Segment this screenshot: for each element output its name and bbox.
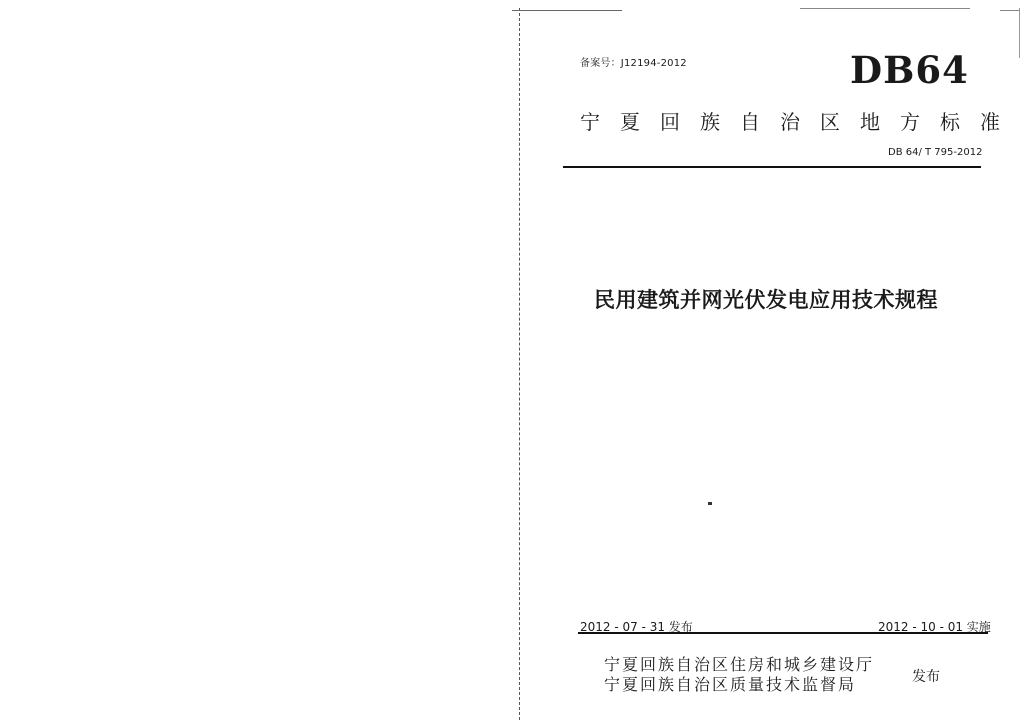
- standard-type: 宁夏回族自治区地方标准: [580, 110, 1020, 134]
- publish-date: 2012 - 07 - 31 发布: [580, 620, 693, 634]
- release-label: 发布: [912, 669, 940, 685]
- issuer-line-2: 宁夏回族自治区质量技术监督局: [604, 675, 857, 694]
- scan-edge-line: [1019, 8, 1020, 58]
- standard-code: DB64: [850, 48, 969, 92]
- footer-divider: [578, 632, 988, 634]
- scan-edge-line: [800, 8, 970, 9]
- scan-edge-line: [1000, 10, 1020, 11]
- header-divider: [563, 166, 981, 168]
- scan-speck: [708, 502, 712, 505]
- document-title: 民用建筑并网光伏发电应用技术规程: [594, 288, 938, 312]
- implement-date: 2012 - 10 - 01 实施: [878, 620, 991, 634]
- issuer-line-1: 宁夏回族自治区住房和城乡建设厅: [604, 655, 875, 674]
- standard-number: DB 64/ T 795-2012: [888, 147, 983, 158]
- filing-number: 备案号：J12194-2012: [580, 58, 687, 69]
- page-fold-line: [519, 8, 520, 720]
- scan-edge-line: [512, 10, 622, 11]
